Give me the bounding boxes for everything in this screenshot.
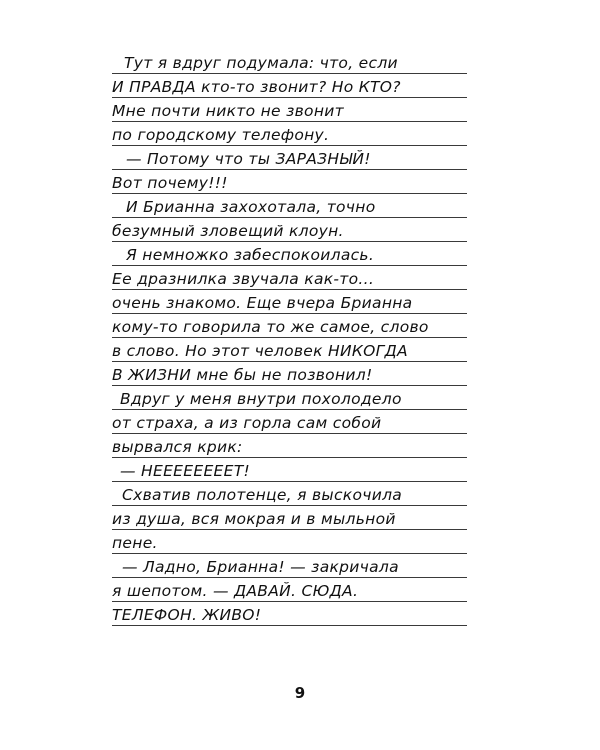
ruled-line	[112, 530, 467, 554]
text-line: Тут я вдруг подумала: что, если	[124, 54, 398, 72]
text-line: из душа, вся мокрая и в мыльной	[112, 510, 396, 528]
text-line: пене.	[112, 534, 158, 552]
ruled-line	[112, 458, 467, 482]
text-line: безумный зловещий клоун.	[112, 222, 344, 240]
ruled-line	[112, 122, 467, 146]
text-line: — НЕЕЕЕЕЕЕЕТ!	[120, 462, 251, 480]
ruled-line	[112, 74, 467, 98]
text-line: в слово. Но этот человек НИКОГДА	[112, 342, 408, 360]
ruled-line	[112, 578, 467, 602]
ruled-line	[112, 290, 467, 314]
text-line: — Ладно, Брианна! — закричала	[122, 558, 399, 576]
text-line: Ее дразнилка звучала как-то...	[112, 270, 375, 288]
ruled-line	[112, 506, 467, 530]
text-line: Вот почему!!!	[112, 174, 228, 192]
ruled-line	[112, 434, 467, 458]
ruled-line	[112, 410, 467, 434]
ruled-line	[112, 482, 467, 506]
text-line: по городскому телефону.	[112, 126, 330, 144]
text-line: ТЕЛЕФОН. ЖИВО!	[112, 606, 262, 624]
ruled-line	[112, 218, 467, 242]
ruled-line	[112, 266, 467, 290]
text-line: — Потому что ты ЗАРАЗНЫЙ!	[126, 150, 371, 168]
text-line: вырвался крик:	[112, 438, 243, 456]
ruled-line	[112, 554, 467, 578]
ruled-line	[112, 146, 467, 170]
text-line: Мне почти никто не звонит	[112, 102, 344, 120]
ruled-line	[112, 602, 467, 626]
text-line: Схватив полотенце, я выскочила	[122, 486, 403, 504]
page-number: 9	[294, 684, 306, 702]
ruled-line	[112, 50, 467, 74]
ruled-line	[112, 362, 467, 386]
ruled-line	[112, 194, 467, 218]
ruled-line	[112, 386, 467, 410]
text-line: Вдруг у меня внутри похолодело	[120, 390, 402, 408]
text-line: кому-то говорила то же самое, слово	[112, 318, 429, 336]
ruled-line	[112, 314, 467, 338]
text-line: И Брианна захохотала, точно	[126, 198, 376, 216]
text-line: от страха, а из горла сам собой	[112, 414, 382, 432]
ruled-line	[112, 338, 467, 362]
text-line: В ЖИЗНИ мне бы не позвонил!	[112, 366, 373, 384]
ruled-line	[112, 170, 467, 194]
text-line: я шепотом. — ДАВАЙ. СЮДА.	[112, 582, 359, 600]
text-line: очень знакомо. Еще вчера Брианна	[112, 294, 413, 312]
text-line: И ПРАВДА кто-то звонит? Но КТО?	[112, 78, 401, 96]
ruled-line	[112, 98, 467, 122]
ruled-line	[112, 242, 467, 266]
text-line: Я немножко забеспокоилась.	[126, 246, 375, 264]
